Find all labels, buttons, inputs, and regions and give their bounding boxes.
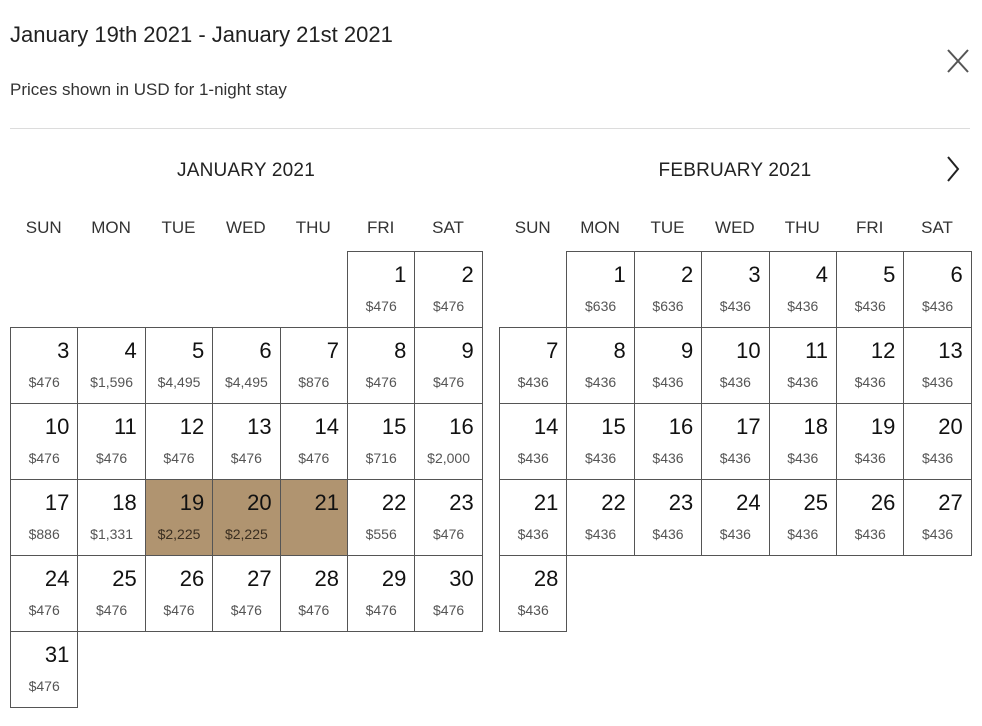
day-price: $436 [922,450,954,466]
day-number: 19 [179,490,205,515]
day-price: $436 [585,374,617,390]
day-price: $436 [719,374,751,390]
day-price: $476 [433,298,465,314]
day-number: 26 [179,566,205,591]
day-number: 8 [613,338,626,363]
day-number: 15 [381,414,407,439]
day-cell[interactable] [499,327,567,404]
day-price: $436 [922,526,954,542]
day-cell[interactable] [499,479,567,556]
day-price: $476 [298,602,330,618]
day-cell[interactable] [10,403,78,480]
day-cell[interactable] [414,327,482,404]
day-price: $436 [517,602,549,618]
day-number: 8 [394,338,407,363]
day-cell[interactable] [566,251,634,328]
day-cell[interactable] [566,403,634,480]
day-number: 7 [326,338,339,363]
day-number: 7 [546,338,559,363]
day-number: 17 [44,490,70,515]
day-price: $716 [365,450,397,466]
day-number: 19 [870,414,896,439]
day-price: $876 [298,374,330,390]
day-cell[interactable] [347,327,415,404]
day-number: 6 [950,262,963,287]
day-number: 25 [803,490,828,515]
day-cell[interactable] [903,327,971,404]
day-cell[interactable] [347,555,415,632]
day-price: $2,000 [427,450,470,466]
day-price: $4,495 [157,374,201,390]
day-number: 20 [247,490,272,515]
weekday-label: THU [784,218,820,237]
day-number: 23 [668,490,694,515]
day-cell[interactable] [836,327,904,404]
day-cell[interactable] [347,251,415,328]
day-cell[interactable] [769,327,837,404]
day-price: $436 [517,374,549,390]
weekday-label: THU [295,218,331,237]
day-number: 29 [381,566,407,591]
day-price: $1,596 [90,374,133,390]
day-price: $436 [517,526,549,542]
month-title: FEBRUARY 2021 [658,160,812,181]
day-cell[interactable] [10,327,78,404]
day-cell[interactable] [499,555,567,632]
day-price: $636 [585,298,617,314]
day-cell[interactable] [77,327,145,404]
weekday-label: MON [580,218,620,237]
day-cell[interactable] [566,479,634,556]
day-number: 24 [44,566,70,591]
day-cell[interactable] [836,479,904,556]
day-number: 22 [601,490,626,515]
day-number: 22 [381,490,407,515]
day-cell[interactable] [634,327,702,404]
day-price: $436 [787,526,819,542]
calendar-month-january [10,156,482,694]
day-cell[interactable] [212,403,280,480]
day-price: $476 [433,602,465,618]
day-price: $436 [854,526,886,542]
day-number: 18 [112,490,137,515]
weekday-label: SAT [432,218,464,237]
day-cell[interactable] [10,555,78,632]
header-divider [10,128,970,129]
date-range-title: January 19th 2021 - January 21st 2021 [10,22,393,47]
day-cell[interactable] [10,479,78,556]
day-price: $476 [365,298,397,314]
price-note: Prices shown in USD for 1-night stay [10,80,287,99]
day-cell-selected[interactable] [145,479,213,556]
day-price: $476 [96,602,128,618]
day-cell[interactable] [77,555,145,632]
day-price: $476 [433,374,465,390]
day-price: $436 [517,450,549,466]
day-number: 11 [113,414,137,439]
day-number: 13 [247,414,272,439]
day-price: $436 [787,450,819,466]
day-grid [499,251,971,707]
day-number: 4 [815,262,828,287]
day-cell[interactable] [414,555,482,632]
weekday-label: WED [715,218,755,237]
day-cell[interactable] [10,631,78,708]
day-price: $1,331 [90,526,133,542]
day-cell[interactable] [280,555,348,632]
close-icon[interactable] [944,46,972,76]
day-number: 6 [259,338,272,363]
day-number: 27 [247,566,272,591]
day-price: $436 [719,298,751,314]
day-number: 16 [668,414,694,439]
day-cell[interactable] [280,327,348,404]
day-cell[interactable] [903,403,971,480]
weekday-label: FRI [855,218,884,237]
day-number: 5 [883,262,896,287]
day-number: 12 [179,414,205,439]
day-price: $436 [585,450,617,466]
day-cell[interactable] [903,479,971,556]
day-price: $476 [28,602,60,618]
day-number: 10 [44,414,70,439]
day-number: 30 [449,566,474,591]
weekday-header-row [499,218,971,238]
weekday-label: MON [91,218,131,237]
day-number: 3 [748,262,761,287]
day-price: $436 [854,298,886,314]
day-cell[interactable] [145,403,213,480]
weekday-label: SAT [921,218,953,237]
day-price: $476 [163,602,195,618]
day-cell[interactable] [701,327,769,404]
day-cell[interactable] [769,403,837,480]
day-price: $436 [719,450,751,466]
day-cell[interactable] [145,555,213,632]
day-price: $476 [96,450,128,466]
day-cell-selected[interactable] [212,479,280,556]
day-number: 9 [680,338,694,363]
weekday-label: FRI [366,218,395,237]
weekday-label: SUN [25,218,62,237]
day-cell[interactable] [701,403,769,480]
day-cell[interactable] [145,327,213,404]
day-number: 12 [870,338,896,363]
day-number: 31 [44,642,70,667]
day-price: $436 [854,374,886,390]
day-price: $476 [298,450,330,466]
day-number: 3 [57,338,70,363]
day-number: 24 [736,490,761,515]
day-price: $436 [652,526,684,542]
day-number: 10 [736,338,761,363]
day-price: $436 [922,374,954,390]
day-cell[interactable] [701,479,769,556]
day-cell[interactable] [769,479,837,556]
day-cell[interactable] [836,251,904,328]
day-number: 13 [938,338,963,363]
day-cell[interactable] [769,251,837,328]
day-number: 14 [314,414,339,439]
day-grid [10,251,482,707]
day-price: $436 [585,526,617,542]
day-number: 9 [461,338,474,363]
day-number: 4 [124,338,137,363]
day-number: 1 [394,262,407,287]
day-price: $436 [652,450,684,466]
day-number: 28 [314,566,339,591]
day-price: $2,225 [224,526,268,542]
day-cell[interactable] [347,403,415,480]
day-price: $2,225 [157,526,201,542]
calendar-month-february [499,156,971,618]
month-title: JANUARY 2021 [177,160,315,181]
day-cell[interactable] [499,403,567,480]
day-cell-selected[interactable] [280,479,348,556]
day-cell[interactable] [836,403,904,480]
day-number: 15 [601,414,626,439]
day-number: 18 [803,414,828,439]
day-number: 16 [449,414,474,439]
day-price: $436 [719,526,751,542]
day-cell[interactable] [280,403,348,480]
day-price: $436 [854,450,886,466]
day-price: $436 [787,298,819,314]
day-price: $476 [230,602,262,618]
day-number: 25 [112,566,137,591]
day-cell[interactable] [701,251,769,328]
weekday-label: TUE [161,218,196,237]
day-number: 21 [533,490,559,515]
day-price: $436 [652,374,684,390]
day-cell[interactable] [212,327,280,404]
day-cell[interactable] [414,479,482,556]
day-number: 5 [191,338,205,363]
day-cell[interactable] [347,479,415,556]
day-number: 20 [938,414,963,439]
weekday-label: WED [226,218,266,237]
day-cell[interactable] [634,403,702,480]
day-number: 11 [805,338,828,363]
day-cell[interactable] [414,251,482,328]
day-cell[interactable] [414,403,482,480]
day-number: 17 [736,414,761,439]
day-number: 23 [449,490,474,515]
day-price: $476 [28,450,60,466]
weekday-label: TUE [650,218,685,237]
day-cell[interactable] [77,403,145,480]
day-price: $636 [652,298,684,314]
day-price: $476 [28,678,60,694]
day-price: $556 [365,526,397,542]
day-number: 28 [533,566,559,591]
day-cell[interactable] [77,479,145,556]
day-number: 26 [870,490,896,515]
day-number: 21 [314,490,339,515]
day-price: $476 [433,526,465,542]
day-number: 2 [461,262,474,287]
day-price: $476 [28,374,60,390]
weekday-header-row [10,218,482,238]
day-cell[interactable] [212,555,280,632]
day-price: $886 [28,526,60,542]
day-number: 14 [533,414,559,439]
day-number: 1 [613,262,626,287]
day-number: 2 [680,262,694,287]
day-cell[interactable] [634,479,702,556]
day-cell[interactable] [566,327,634,404]
day-number: 27 [938,490,963,515]
day-price: $4,495 [224,374,268,390]
day-price: $436 [922,298,954,314]
day-price: $436 [787,374,819,390]
day-price: $476 [365,374,397,390]
day-price: $476 [365,602,397,618]
day-price: $476 [163,450,195,466]
day-cell[interactable] [634,251,702,328]
day-cell[interactable] [903,251,971,328]
weekday-label: SUN [514,218,551,237]
day-price: $476 [230,450,262,466]
